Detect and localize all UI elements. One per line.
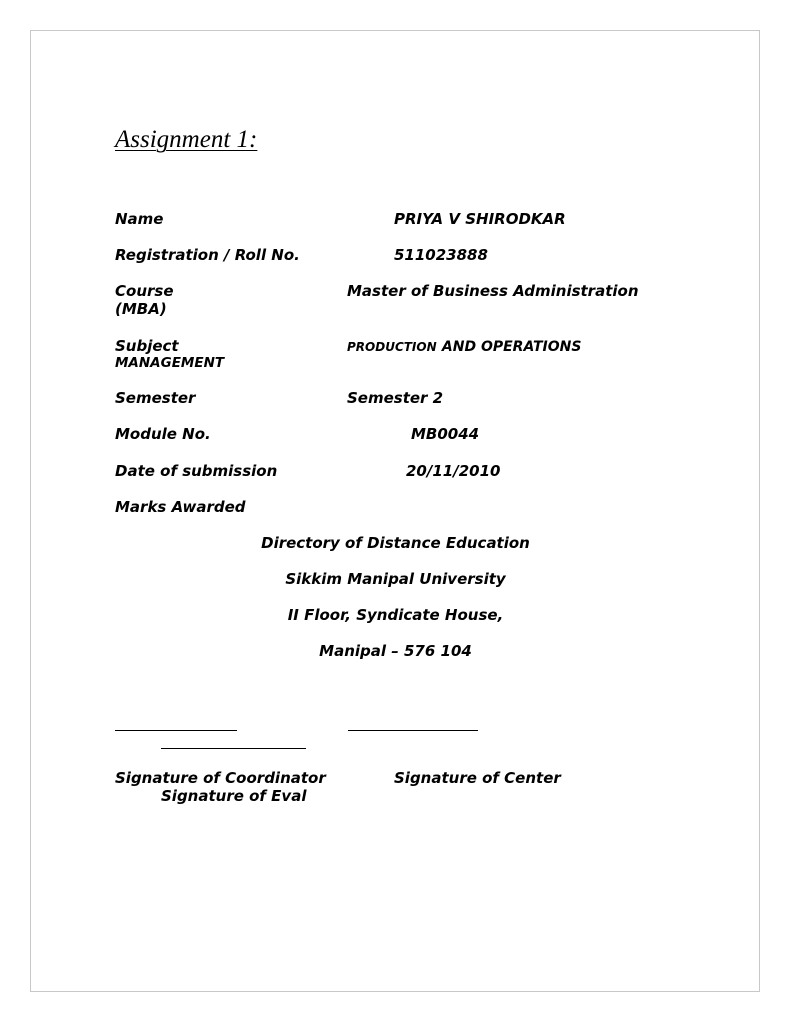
signature-line-coordinator: [115, 730, 237, 731]
address-line-1: Directory of Distance Education: [261, 534, 530, 552]
address-line-2: Sikkim Manipal University: [285, 570, 506, 588]
address-line-4: Manipal – 576 104: [319, 642, 472, 660]
module-value: MB0044: [411, 425, 480, 443]
address-line-3: II Floor, Syndicate House,: [287, 606, 504, 624]
date-label: Date of submission: [115, 462, 278, 480]
name-label: Name: [115, 210, 164, 228]
subject-value-small: PRODUCTION: [347, 340, 437, 354]
signature-coordinator-label: Signature of Coordinator: [115, 769, 326, 787]
roll-label: Registration / Roll No.: [115, 246, 300, 264]
date-value: 20/11/2010: [406, 462, 501, 480]
semester-label: Semester: [115, 389, 196, 407]
module-label: Module No.: [115, 425, 211, 443]
subject-value-rest: AND OPERATIONS: [441, 339, 582, 355]
subject-label: Subject: [115, 337, 179, 355]
signature-evaluator-label: Signature of Eval: [161, 787, 307, 805]
course-value: Master of Business Administration: [347, 282, 639, 300]
course-label: Course: [115, 282, 174, 300]
signature-line-evaluator: [161, 748, 306, 749]
subject-value: [347, 337, 581, 356]
name-value: PRIYA V SHIRODKAR: [394, 210, 566, 228]
marks-label: Marks Awarded: [115, 498, 246, 516]
subject-value-continued: MANAGEMENT: [115, 355, 225, 371]
assignment-title: Assignment 1:: [115, 126, 258, 153]
roll-value: 511023888: [394, 246, 488, 264]
semester-value: Semester 2: [347, 389, 444, 407]
signature-line-center: [348, 730, 478, 731]
signature-center-label: Signature of Center: [394, 769, 561, 787]
course-value-continued: (MBA): [115, 300, 167, 318]
